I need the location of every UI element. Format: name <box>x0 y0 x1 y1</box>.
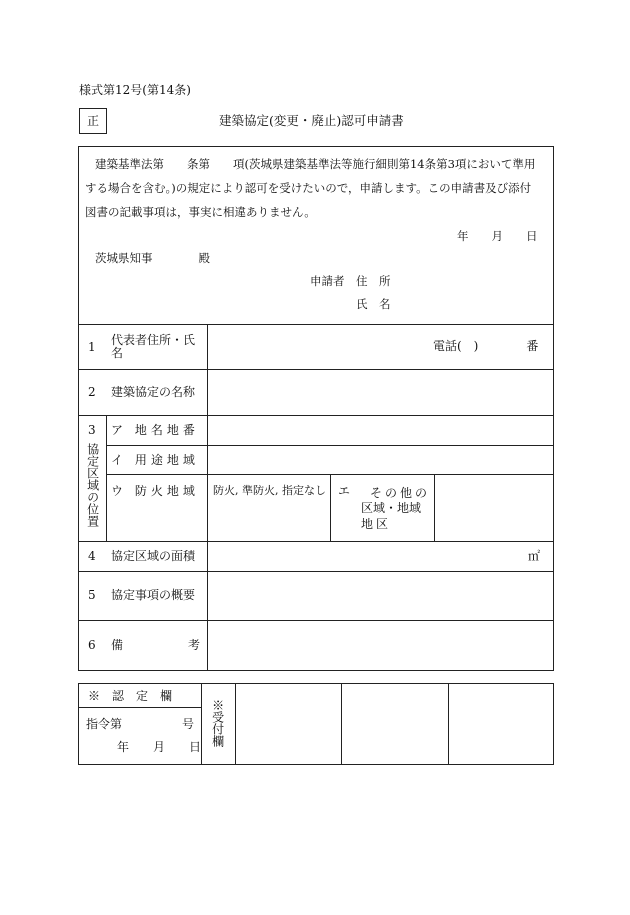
addressee: 茨城県知事 殿 <box>95 251 210 265</box>
row-3-number: 3 <box>88 423 96 437</box>
name-label: 氏 名 <box>356 297 391 311</box>
row-6-label-a: 備 <box>111 638 124 652</box>
application-date: 年 月 日 <box>457 229 538 243</box>
certification-date: 年 月 日 <box>117 740 202 754</box>
row-1-label-a: 代表者住所・氏 <box>111 333 196 347</box>
row-3d-label-b: 区域・地域 <box>361 501 422 515</box>
row-3d-label-a: その他の <box>370 486 431 500</box>
row-3d-label-c: 地区 <box>361 517 392 531</box>
row-5-number: 5 <box>88 588 96 602</box>
row-5-label: 協定事項の概要 <box>111 588 196 602</box>
certification-header: ※ 認 定 欄 <box>88 689 173 703</box>
address-label: 住 所 <box>356 274 391 288</box>
row-4-label: 協定区域の面積 <box>111 549 196 563</box>
document-title: 建築協定(変更・廃止)認可申請書 <box>219 113 404 128</box>
row-1-label-b: 名 <box>111 346 124 360</box>
row-3b-label: イ 用途地域 <box>111 453 199 467</box>
directive-number: 指令第 号 <box>86 717 195 731</box>
row-1-number: 1 <box>88 340 96 354</box>
row-6-label-b: 考 <box>188 638 201 652</box>
row-3c-label: ウ 防火地域 <box>111 484 199 498</box>
row-3-vertical-label: 協定区域の位置 <box>85 443 100 527</box>
row-4-number: 4 <box>88 549 96 563</box>
row-2-label: 建築協定の名称 <box>111 385 196 399</box>
applicant-label: 申請者 <box>310 274 345 288</box>
area-unit: ㎡ <box>528 549 541 563</box>
copy-mark: 正 <box>87 114 100 128</box>
row-2-number: 2 <box>88 385 96 399</box>
form-number: 様式第12号(第14条) <box>79 83 191 97</box>
phone-field: 電話( ) 番 <box>433 339 539 353</box>
statement-line-3: 図書の記載事項は，事実に相違ありません。 <box>85 205 316 219</box>
row-3a-label: ア 地名地番 <box>111 423 199 437</box>
fire-zone-options: 防火, 準防火, 指定なし <box>213 484 326 497</box>
row-6-number: 6 <box>88 638 96 652</box>
statement-line-2: する場合を含む。)の規定により認可を受けたいので，申請します。この申請書及び添付 <box>85 181 532 195</box>
row-3d-mark: エ <box>338 484 351 498</box>
statement-line-1: 建築基準法第 条第 項(茨城県建築基準法等施行細則第14条第3項において準用 <box>95 157 536 171</box>
reception-column-label: ※受付欄 <box>210 699 225 747</box>
